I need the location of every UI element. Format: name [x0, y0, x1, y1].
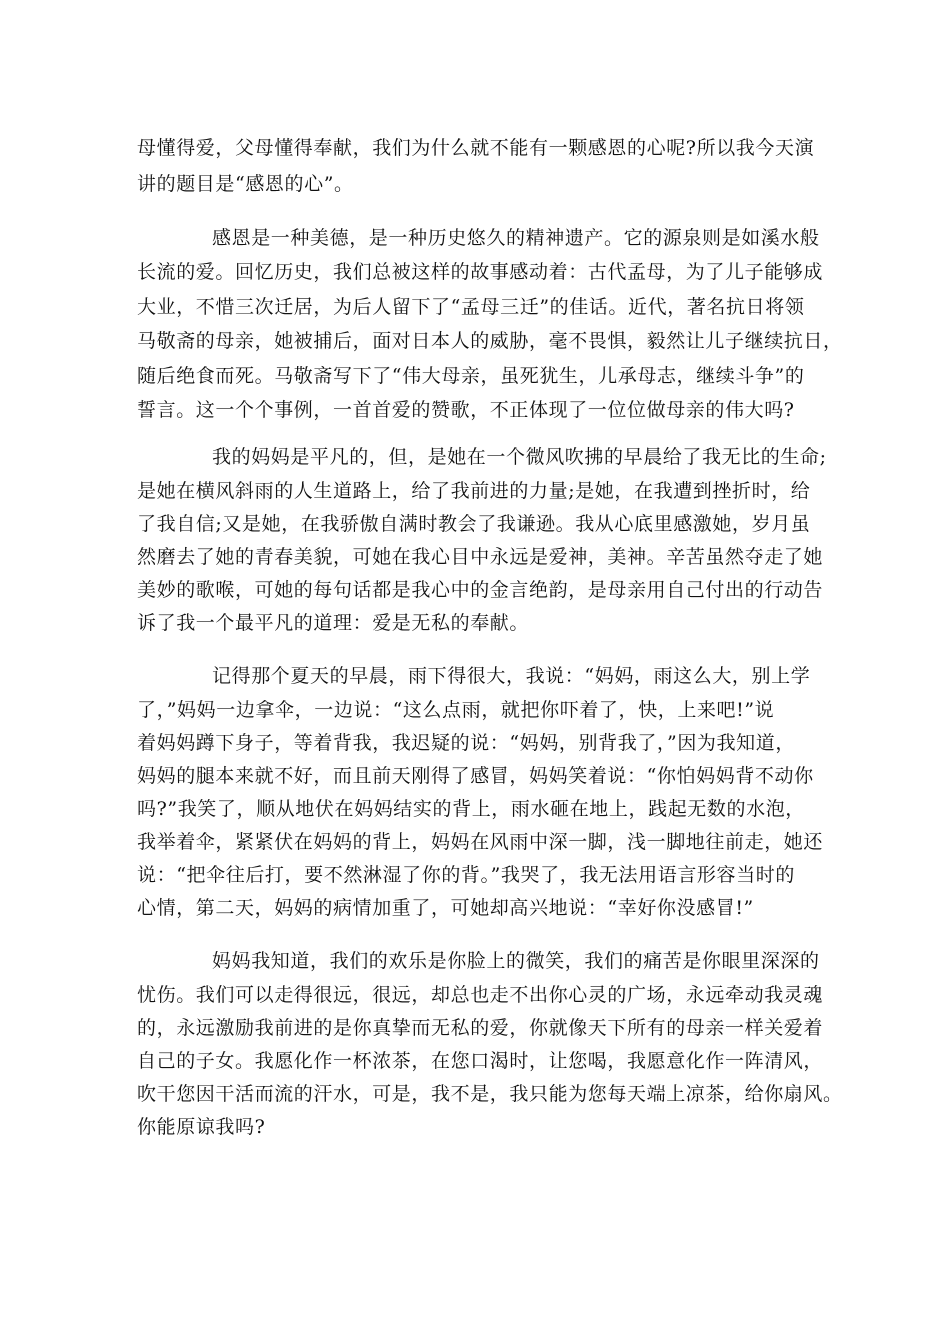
text-line: 大业，不惜三次迁居，为后人留下了“孟母三迁”的佳话。近代，著名抗日将领: [137, 296, 805, 318]
text-line: 誓言。这一个个事例，一首首爱的赞歌，不正体现了一位位做母亲的伟大吗?: [137, 399, 795, 421]
text-line: 是她在横风斜雨的人生道路上，给了我前进的力量;是她，在我遭到挫折时，给: [137, 480, 811, 502]
text-line: 然磨去了她的青春美貌，可她在我心目中永远是爱神，美神。辛苦虽然夺走了她: [137, 546, 824, 568]
text-line: 的，永远激励我前进的是你真挚而无私的爱，你就像天下所有的母亲一样关爱着: [137, 1017, 824, 1039]
text-line: 妈妈我知道，我们的欢乐是你脸上的微笑，我们的痛苦是你眼里深深的: [212, 950, 820, 972]
text-line: 了，”妈妈一边拿伞，一边说：“这么点雨，就把你吓着了，快，上来吧!”说: [137, 699, 775, 721]
text-line: 母懂得爱，父母懂得奉献，我们为什么就不能有一颗感恩的心呢?所以我今天演: [137, 137, 815, 159]
text-line: 随后绝食而死。马敬斋写下了“伟大母亲，虽死犹生，儿承母志，继续斗争”的: [137, 365, 805, 387]
text-line: 你能原谅我吗?: [137, 1116, 266, 1138]
text-line: 吗?”我笑了，顺从地伏在妈妈结实的背上，雨水砸在地上，践起无数的水泡，: [137, 798, 805, 820]
text-line: 感恩是一种美德，是一种历史悠久的精神遗产。它的源泉则是如溪水般: [212, 227, 820, 249]
text-line: 我的妈妈是平凡的，但，是她在一个微风吹拂的早晨给了我无比的生命;: [212, 446, 827, 468]
text-line: 了我自信;又是她，在我骄傲自满时教会了我谦逊。我从心底里感激她，岁月虽: [137, 513, 811, 535]
text-line: 吹干您因干活而流的汗水，可是，我不是，我只能为您每天端上凉茶，给你扇风。: [137, 1083, 843, 1105]
text-line: 心情，第二天，妈妈的病情加重了，可她却高兴地说：“幸好你没感冒!”: [137, 897, 754, 919]
text-line: 诉了我一个最平凡的道理：爱是无私的奉献。: [137, 612, 530, 634]
text-line: 讲的题目是“感恩的心”。: [137, 173, 354, 195]
text-line: 记得那个夏天的早晨，雨下得很大，我说：“妈妈，雨这么大，别上学: [212, 665, 811, 687]
text-line: 自己的子女。我愿化作一杯浓茶，在您口渴时，让您喝，我愿意化作一阵清风，: [137, 1050, 824, 1072]
text-line: 我举着伞，紧紧伏在妈妈的背上，妈妈在风雨中深一脚，浅一脚地往前走，她还: [137, 831, 824, 853]
text-line: 着妈妈蹲下身子，等着背我，我迟疑的说：“妈妈，别背我了，”因为我知道，: [137, 732, 795, 754]
text-line: 妈妈的腿本来就不好，而且前天刚得了感冒，妈妈笑着说：“你怕妈妈背不动你: [137, 765, 814, 787]
text-line: 忧伤。我们可以走得很远，很远，却总也走不出你心灵的广场，永远牵动我灵魂: [137, 984, 824, 1006]
text-line: 马敬斋的母亲，她被捕后，面对日本人的威胁，毫不畏惧，毅然让儿子继续抗日，: [137, 330, 843, 352]
text-line: 说：“把伞往后打，要不然淋湿了你的背。”我哭了，我无法用语言形容当时的: [137, 864, 795, 886]
text-line: 美妙的歌喉，可她的每句话都是我心中的金言绝韵，是母亲用自己付出的行动告: [137, 579, 824, 601]
text-line: 长流的爱。回忆历史，我们总被这样的故事感动着：古代孟母，为了儿子能够成: [137, 261, 824, 283]
